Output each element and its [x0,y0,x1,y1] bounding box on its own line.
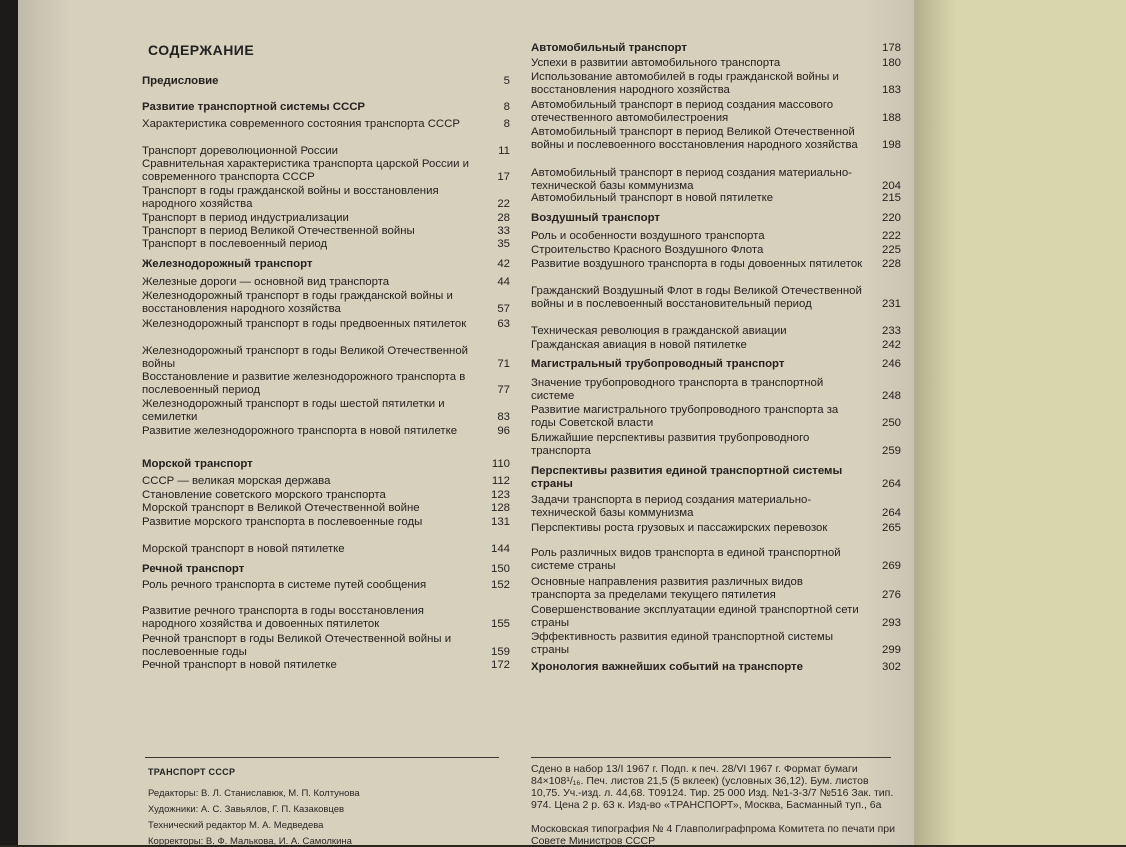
toc-entry-title: Автомобильный транспорт в период Великой Отечественной войны и послевоенного восстановления народного хозяйства [531,126,858,151]
toc-entry-title: Транспорт в период индустриализации [142,212,349,224]
toc-section-heading [142,563,510,576]
toc-page-number: 172 [490,659,510,671]
toc-entry-title: Воздушный транспорт [531,212,660,224]
toc-entry-title: Эффективность развития единой транспортной системы страны [531,631,834,656]
toc-page-number: 8 [503,118,510,130]
toc-entry-title: Восстановление и развитие железнодорожного транспорта в послевоенный период [142,371,466,396]
toc-page-number: 112 [491,475,510,487]
toc-entry [531,522,901,535]
toc-section-heading [531,212,901,225]
toc-page-number: 159 [490,646,510,658]
toc-entry [142,516,510,529]
toc-entry-title: Автомобильный транспорт в новой пятилетке [531,192,774,204]
toc-entry [531,377,901,403]
toc-section-heading [531,661,901,674]
toc-entry [142,345,510,371]
toc-entry [531,325,901,338]
toc-entry-title: Речной транспорт в годы Великой Отечественной войны и послевоенные годы [142,633,452,658]
toc-entry-title: Перспективы развития единой транспортной системы страны [531,465,843,490]
toc-page-number: 123 [490,489,510,501]
toc-section-heading [531,42,901,55]
toc-page-number: 110 [491,458,510,470]
toc-entry-title: Транспорт в годы гражданской войны и восстановления народного хозяйства [142,185,439,210]
toc-page-number: 44 [497,276,510,288]
toc-entry-title: Характеристика современного состояния транспорта СССР [142,118,460,130]
toc-entry-title: Морской транспорт в Великой Отечественной войне [142,502,420,514]
toc-page-number: 220 [881,212,901,224]
toc-page-number: 57 [497,303,510,315]
toc-entry-title: Хронология важнейших событий на транспорте [531,661,803,673]
toc-entry [142,238,510,251]
toc-page-number: 264 [881,507,901,519]
toc-page-number: 259 [881,445,901,457]
contents-page [18,0,914,845]
toc-page-number: 96 [497,425,510,437]
toc-section-heading [531,465,901,491]
toc-page-number: 299 [881,644,901,656]
toc-page-number: 63 [497,318,510,330]
toc-entry-title: Задачи транспорта в период создания материально-технической базы коммунизма [531,494,812,519]
toc-entry-title: Морской транспорт [142,458,253,470]
toc-entry-title: Магистральный трубопроводный транспорт [531,358,785,370]
toc-section-heading [142,458,510,471]
toc-entry [142,475,510,488]
toc-entry [142,489,510,502]
toc-page-number: 248 [881,390,901,402]
toc-entry-title: Железнодорожный транспорт в годы предвоенных пятилеток [142,318,467,330]
toc-page-number: 180 [881,57,901,69]
toc-entry-title: Развитие речного транспорта в годы восстановления народного хозяйства и довоенных пятилеток [142,605,424,630]
toc-entry [142,425,510,438]
toc-page-number: 42 [497,258,510,270]
toc-page-number: 242 [881,339,901,351]
toc-entry-title: Использование автомобилей в годы гражданской войны и восстановления народного хозяйства [531,71,839,96]
toc-entry [142,276,510,289]
toc-entry-title: Железнодорожный транспорт в годы шестой пятилетки и семилетки [142,398,445,423]
toc-section-heading [142,101,510,114]
toc-entry [142,225,510,238]
toc-entry [142,118,510,131]
toc-entry-title: Автомобильный транспорт в период создания материально-технической базы коммунизма [531,167,852,192]
toc-entry-title: Техническая революция в гражданской авиации [531,325,787,337]
toc-entry [142,145,510,158]
toc-entry [531,244,901,257]
toc-page-number: 233 [881,325,901,337]
toc-entry [142,212,510,225]
toc-page-number: 302 [881,661,901,673]
toc-page-number: 246 [881,358,901,370]
toc-page-number: 28 [497,212,510,224]
toc-page-number: 150 [490,563,510,575]
toc-page-number: 188 [881,112,901,124]
toc-entry-title: Роль различных видов транспорта в единой транспортной системе страны [531,547,841,572]
toc-page-number: 8 [503,101,510,113]
toc-entry [142,318,510,331]
toc-page-number: 83 [497,411,510,423]
divider-right [531,757,891,758]
toc-page-number: 215 [881,192,901,204]
toc-entry [531,339,901,352]
toc-page-number: 33 [497,225,510,237]
toc-entry-title: Развитие воздушного транспорта в годы довоенных пятилеток [531,258,863,270]
toc-page-number: 204 [881,180,901,192]
toc-entry [531,404,901,430]
toc-entry [142,185,510,211]
toc-entry [531,547,901,573]
toc-entry-title: Речной транспорт [142,563,245,575]
toc-entry-title: Развитие железнодорожного транспорта в новой пятилетке [142,425,458,437]
toc-entry-title: Роль и особенности воздушного транспорта [531,230,765,242]
toc-entry [531,167,901,193]
toc-entry [531,192,901,205]
toc-entry [142,371,510,397]
publication-details: Сдено в набор 13/I 1967 г. Подп. к печ. 28/VI 1967 г. Формат бумаги 84×108¹/₁₆. Печ. листов 21,5 (5 вклеек) (условных 36,12). Бум. листов 10,75. Уч.-изд. л. 44,68. Т09124. Тир. 25 000 Изд. №1-3-3/7 №516 Зак. тип. 974. Цена 2 р. 63 к. Изд-во «ТРАНСПОРТ», Москва, Басманный туп., 6а [531,763,894,811]
toc-entry-title: Сравнительная характеристика транспорта царской России и современного транспорта СССР [142,158,469,183]
toc-entry-title: Становление советского морского транспорта [142,489,386,501]
toc-entry [531,432,901,458]
book-spine-edge [0,0,18,845]
toc-page-number: 128 [490,502,510,514]
toc-page-number: 178 [881,42,901,54]
toc-entry [142,502,510,515]
toc-entry-title: Предисловие [142,75,219,87]
toc-page-number: 131 [490,516,510,528]
toc-section-heading [531,358,901,371]
toc-entry [531,99,901,125]
toc-page-number: 144 [490,543,510,555]
toc-entry-title: СССР — великая морская держава [142,475,331,487]
imprint-title: ТРАНСПОРТ СССР [148,767,236,777]
toc-page-number: 265 [881,522,901,534]
divider-left [145,757,499,758]
toc-entry [531,71,901,97]
toc-entry [142,605,510,631]
toc-page-number: 155 [490,618,510,630]
toc-section-heading [142,258,510,271]
toc-entry-title: Железнодорожный транспорт в годы Великой Отечественной войны [142,345,469,370]
toc-page-number: 269 [881,560,901,572]
toc-page-number: 198 [881,139,901,151]
toc-entry [531,258,901,271]
toc-entry-title: Транспорт в послевоенный период [142,238,328,250]
toc-page-number: 293 [881,617,901,629]
toc-page-number: 152 [490,579,510,591]
toc-entry [142,543,510,556]
toc-page-number: 264 [881,478,901,490]
toc-entry [142,579,510,592]
toc-entry-title: Автомобильный транспорт в период создания массового отечественного автомобилестроения [531,99,834,124]
imprint-artists: Художники: А. С. Завьялов, Г. П. Казаковцев [148,804,345,815]
toc-entry [142,633,510,659]
toc-page-number: 17 [497,171,510,183]
printer-details: Московская типография № 4 Главполиграфпрома Комитета по печати при Совете Министров СССР [531,823,896,847]
toc-entry-title: Автомобильный транспорт [531,42,687,54]
toc-page-number: 276 [881,589,901,601]
toc-entry [142,290,510,316]
imprint-tech-editor: Технический редактор М. А. Медведева [148,820,324,831]
toc-page-number: 77 [497,384,510,396]
toc-entry-title: Совершенствование эксплуатации единой транспортной сети страны [531,604,859,629]
toc-entry-title: Роль речного транспорта в системе путей сообщения [142,579,427,591]
toc-entry-title: Успехи в развитии автомобильного транспорта [531,57,781,69]
toc-entry-title: Перспективы роста грузовых и пассажирских перевозок [531,522,828,534]
toc-entry-title: Гражданский Воздушный Флот в годы Великой Отечественной войны и в послевоенный восстановительный период [531,285,862,310]
toc-entry [142,659,510,672]
toc-page-number: 228 [881,258,901,270]
toc-entry-title: Железнодорожный транспорт в годы гражданской войны и восстановления народного хозяйства [142,290,453,315]
imprint-editors: Редакторы: В. Л. Станиславюк, М. П. Колтунова [148,788,360,799]
toc-entry-title: Железные дороги — основной вид транспорта [142,276,390,288]
toc-entry [142,398,510,424]
toc-page-number: 231 [881,298,901,310]
toc-entry-title: Развитие магистрального трубопроводного транспорта за годы Советской власти [531,404,839,429]
toc-entry-title: Транспорт в период Великой Отечественной войны [142,225,415,237]
toc-entry [531,604,901,630]
toc-page-number: 71 [497,358,510,370]
toc-page-number: 35 [497,238,510,250]
toc-page-number: 225 [881,244,901,256]
toc-entry-title: Ближайшие перспективы развития трубопроводного транспорта [531,432,810,457]
toc-entry [531,57,901,70]
facing-page-edge [914,0,1126,845]
toc-entry-title: Развитие морского транспорта в послевоенные годы [142,516,423,528]
page-title: СОДЕРЖАНИЕ [148,42,255,58]
imprint-correctors: Корректоры: В. Ф. Малькова, И. А. Самолкина [148,836,352,847]
toc-section-heading [142,75,510,88]
toc-entry-title: Речной транспорт в новой пятилетке [142,659,337,671]
toc-page-number: 222 [881,230,901,242]
toc-entry [142,158,510,184]
toc-page-number: 11 [498,145,510,157]
toc-entry-title: Транспорт дореволюционной России [142,145,339,157]
toc-entry-title: Железнодорожный транспорт [142,258,313,270]
toc-entry-title: Развитие транспортной системы СССР [142,101,366,113]
toc-entry [531,126,901,152]
toc-entry [531,631,901,657]
toc-entry [531,230,901,243]
toc-entry [531,285,901,311]
toc-page-number: 250 [881,417,901,429]
toc-entry-title: Строительство Красного Воздушного Флота [531,244,764,256]
toc-entry [531,494,901,520]
toc-page-number: 22 [497,198,510,210]
toc-page-number: 183 [881,84,901,96]
toc-entry [531,576,901,602]
toc-entry-title: Гражданская авиация в новой пятилетке [531,339,747,351]
toc-page-number: 5 [503,75,510,87]
toc-entry-title: Значение трубопроводного транспорта в транспортной системе [531,377,824,402]
toc-entry-title: Основные направления развития различных видов транспорта за пределами текущего пятилетия [531,576,803,601]
toc-entry-title: Морской транспорт в новой пятилетке [142,543,345,555]
